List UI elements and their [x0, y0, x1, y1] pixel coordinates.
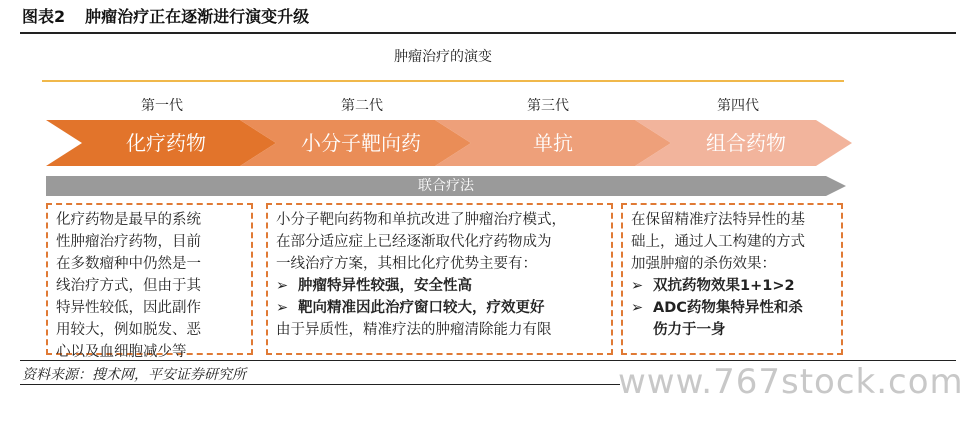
targeted-antibody-description-box: [266, 203, 613, 355]
diagram-title: 肿瘤治疗的演变: [394, 49, 492, 65]
watermark: www.767stock.com: [618, 362, 964, 402]
box3-bullet-continuation: 伤力于一身: [653, 322, 726, 338]
generation-label-2: 第二代: [341, 98, 383, 114]
box3-bullet: [631, 297, 833, 319]
source-note: 资料来源：搜术网，平安证券研究所: [22, 367, 246, 383]
source-top-rule: [20, 360, 956, 361]
box3-bullet: [631, 275, 833, 297]
box1-line: 性肿瘤治疗药物，目前: [56, 234, 201, 250]
generation-label-4: 第四代: [717, 98, 759, 114]
box3-line: 础上，通过人工构建的方式: [631, 234, 805, 250]
source-bottom-rule: [20, 384, 620, 385]
box2-line: 一线治疗方案，其相比化疗优势主要有：: [276, 256, 537, 272]
combination-therapy-label: 联合疗法: [418, 178, 474, 194]
box2-line: 在部分适应症上已经逐渐取代化疗药物成为: [276, 234, 552, 250]
box2-bullet: [276, 275, 603, 297]
figure-label: 图表2: [22, 7, 66, 26]
therapy-label-2: 小分子靶向药: [301, 131, 421, 155]
bullet-arrow-icon: ➢: [276, 278, 289, 294]
box2-tail: 由于异质性，精准疗法的肿瘤清除能力有限: [276, 322, 552, 338]
combination-drug-description-box: [621, 203, 843, 355]
therapy-label-1: 化疗药物: [126, 131, 206, 155]
chemo-description-box: [46, 203, 253, 360]
bullet-arrow-icon: ➢: [631, 278, 644, 294]
box1-line: 特异性较低，因此副作: [56, 300, 201, 316]
box1-line: 用较大，例如脱发、恶: [56, 322, 201, 338]
box1-line: 化疗药物是最早的系统: [56, 212, 201, 228]
box1-line: 在多数瘤种中仍然是一: [56, 256, 201, 272]
box1-line: 线治疗方式，但由于其: [56, 278, 201, 294]
box2-line: 小分子靶向药物和单抗改进了肿瘤治疗模式，: [276, 212, 566, 228]
box3-line: 在保留精准疗法特异性的基: [631, 212, 805, 228]
box3-line: 加强肿瘤的杀伤效果：: [631, 256, 776, 272]
box3-bullet-text: 双抗药物效果1+1>2: [653, 278, 795, 294]
therapy-label-3: 单抗: [533, 131, 573, 155]
bullet-arrow-icon: ➢: [276, 300, 289, 316]
box1-line: 心以及血细胞减少等: [56, 344, 187, 360]
box2-bullet: [276, 297, 603, 319]
generation-label-1: 第一代: [141, 98, 183, 114]
figure-title-text: 肿瘤治疗正在逐渐进行演变升级: [85, 7, 310, 26]
box2-bullet-text: 肿瘤特异性较强，安全性高: [298, 278, 472, 294]
bullet-arrow-icon: ➢: [631, 300, 644, 316]
generation-label-3: 第三代: [527, 98, 569, 114]
box2-bullet-text: 靶向精准因此治疗窗口较大，疗效更好: [298, 300, 545, 316]
box3-bullet-text: ADC药物集特异性和杀: [653, 300, 803, 316]
therapy-label-4: 组合药物: [706, 131, 786, 155]
